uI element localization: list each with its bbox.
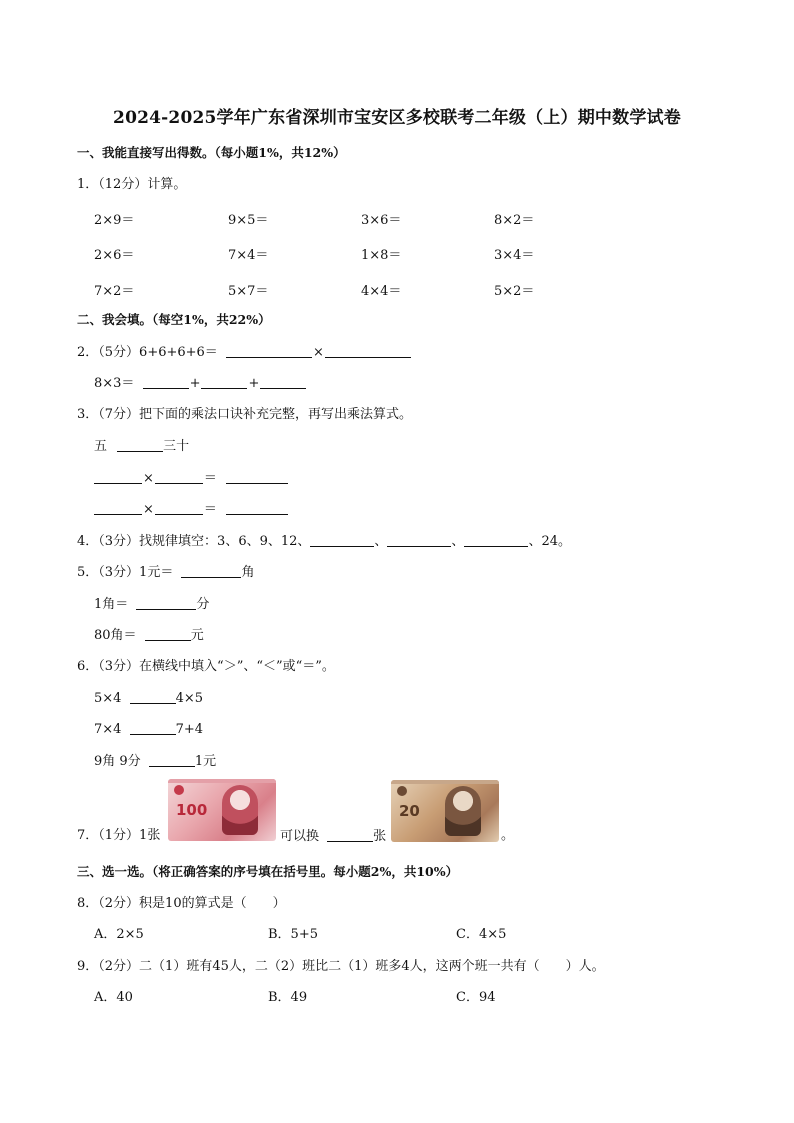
rhyme-left: 五	[94, 439, 108, 454]
choice-option-b[interactable]: B．49	[268, 990, 308, 1005]
choice-option-b[interactable]: B．5+5	[268, 927, 318, 942]
answer-blank[interactable]	[226, 344, 312, 358]
answer-blank[interactable]	[94, 501, 142, 515]
answer-blank[interactable]	[310, 533, 374, 547]
answer-blank[interactable]	[387, 533, 451, 547]
calc-item: 9×5＝	[228, 213, 269, 228]
unit-label: 分	[196, 597, 210, 612]
answer-blank[interactable]	[117, 438, 163, 452]
question-5-stem: 5．（3分）1元＝	[77, 565, 174, 580]
calc-item: 8×2＝	[494, 213, 535, 228]
question-7-stem: 7．（1分）1张	[77, 828, 161, 843]
banknote-20-image	[391, 780, 499, 842]
question-2-stem: 2．（5分）6+6+6+6＝	[77, 345, 218, 360]
answer-blank[interactable]	[226, 501, 288, 515]
answer-blank[interactable]	[325, 344, 411, 358]
question-2-prefix: 8×3＝	[94, 376, 135, 391]
answer-blank[interactable]	[155, 470, 203, 484]
calc-item: 4×4＝	[361, 284, 402, 299]
question-3-line-1	[94, 438, 189, 455]
unit-label: 张	[373, 829, 387, 844]
separator: 、	[374, 534, 388, 549]
question-8-stem: 8．（2分）积是10的算式是（ ）	[77, 896, 286, 911]
section-3-heading: 三、选一选。（将正确答案的序号填在括号里。每小题2%，共10%）	[77, 864, 459, 879]
choice-option-c[interactable]: C．4×5	[456, 927, 507, 942]
banknote-100-image	[168, 779, 276, 841]
plus-sign: +	[248, 376, 260, 391]
question-3-stem: 3．（7分）把下面的乘法口诀补充完整，再写出乘法算式。	[77, 407, 413, 422]
answer-blank[interactable]	[130, 721, 176, 735]
portrait-icon	[222, 785, 258, 835]
national-emblem-icon	[397, 786, 407, 796]
question-3-line-2	[94, 470, 288, 487]
question-7-middle	[280, 828, 386, 845]
answer-blank[interactable]	[145, 627, 191, 641]
sequence-end: 、24。	[528, 534, 571, 549]
compare-left: 5×4	[94, 691, 122, 706]
times-sign: ×	[143, 502, 154, 517]
compare-left: 9角 9分	[94, 754, 141, 769]
calc-item: 3×4＝	[494, 248, 535, 263]
unit-label: 元	[190, 628, 204, 643]
answer-blank[interactable]	[260, 375, 306, 389]
question-2-line-1	[77, 344, 411, 361]
answer-blank[interactable]	[136, 596, 196, 610]
answer-blank[interactable]	[181, 564, 241, 578]
separator: 、	[451, 534, 465, 549]
calc-item: 7×2＝	[94, 284, 135, 299]
answer-blank[interactable]	[143, 375, 189, 389]
answer-blank[interactable]	[94, 470, 142, 484]
question-5-line-1	[77, 564, 254, 581]
calc-item: 3×6＝	[361, 213, 402, 228]
question-4-line	[77, 533, 571, 550]
compare-right: 4×5	[175, 691, 204, 706]
question-5-prefix: 80角＝	[94, 628, 137, 643]
times-sign: ×	[312, 345, 324, 360]
rhyme-right: 三十	[163, 439, 190, 454]
question-5-line-3	[94, 627, 204, 644]
choice-option-c[interactable]: C．94	[456, 990, 496, 1005]
question-7-end: 。	[501, 828, 515, 843]
question-6-item	[94, 753, 216, 770]
calc-item: 5×7＝	[228, 284, 269, 299]
answer-blank[interactable]	[155, 501, 203, 515]
compare-left: 7×4	[94, 722, 122, 737]
calc-item: 5×2＝	[494, 284, 535, 299]
question-4-stem: 4．（3分）找规律填空：3、6、9、12、	[77, 534, 311, 549]
answer-blank[interactable]	[149, 753, 195, 767]
compare-right: 7+4	[175, 722, 204, 737]
question-6-stem: 6．（3分）在横线中填入“＞”、“＜”或“＝”。	[77, 659, 335, 674]
times-sign: ×	[143, 471, 154, 486]
question-1-stem: 1．（12分）计算。	[77, 177, 187, 192]
section-2-heading: 二、我会填。（每空1%，共22%）	[77, 312, 271, 327]
question-2-line-2	[94, 375, 306, 392]
plus-sign: +	[189, 376, 201, 391]
question-3-line-3	[94, 501, 288, 518]
equals-sign: ＝	[203, 502, 217, 517]
answer-blank[interactable]	[327, 828, 373, 842]
equals-sign: ＝	[203, 471, 217, 486]
question-6-item	[94, 721, 203, 738]
question-5-prefix: 1角＝	[94, 597, 129, 612]
question-6-item	[94, 690, 203, 707]
portrait-icon	[445, 786, 481, 836]
calc-item: 2×6＝	[94, 248, 135, 263]
answer-blank[interactable]	[226, 470, 288, 484]
question-5-line-2	[94, 596, 209, 613]
question-9-stem: 9．（2分）二（1）班有45人，二（2）班比二（1）班多4人，这两个班一共有（ ）人。	[77, 959, 605, 974]
calc-item: 1×8＝	[361, 248, 402, 263]
answer-blank[interactable]	[130, 690, 176, 704]
banknote-denomination: 100	[176, 801, 208, 819]
banknote-denomination: 20	[399, 802, 420, 820]
unit-label: 角	[241, 565, 255, 580]
choice-option-a[interactable]: A．2×5	[94, 927, 144, 942]
national-emblem-icon	[174, 785, 184, 795]
page-title: 2024-2025学年广东省深圳市宝安区多校联考二年级（上）期中数学试卷	[113, 108, 681, 128]
compare-right: 1元	[194, 754, 217, 769]
choice-option-a[interactable]: A．40	[94, 990, 133, 1005]
question-7-middle-text: 可以换	[280, 829, 320, 844]
section-1-heading: 一、我能直接写出得数。（每小题1%，共12%）	[77, 145, 346, 160]
answer-blank[interactable]	[201, 375, 247, 389]
answer-blank[interactable]	[464, 533, 528, 547]
calc-item: 2×9＝	[94, 213, 135, 228]
calc-item: 7×4＝	[228, 248, 269, 263]
